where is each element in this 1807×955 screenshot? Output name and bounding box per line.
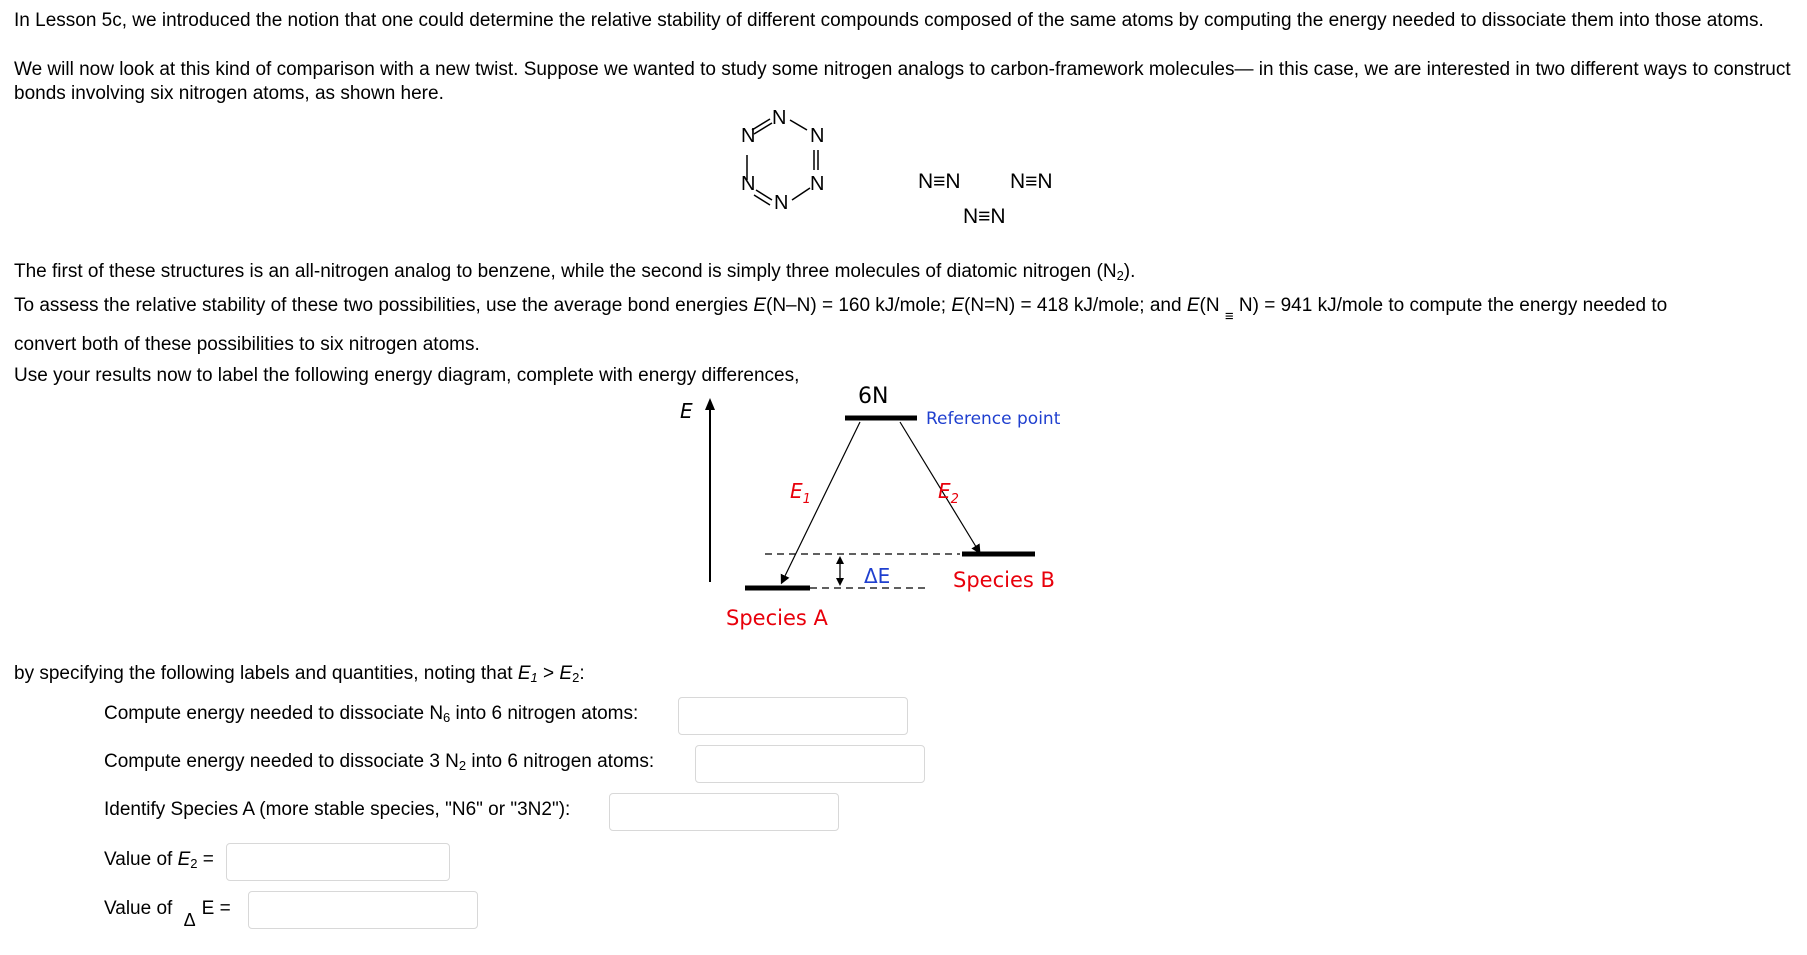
q2-label-b: into 6 nitrogen atoms:	[466, 751, 655, 772]
first-text-end: ).	[1123, 261, 1136, 282]
question-n6-label	[104, 702, 638, 730]
label-6n: 6N	[858, 384, 889, 409]
q4-label-a: Value of	[104, 849, 178, 870]
question-e2-label	[104, 848, 214, 876]
intro-paragraph-1: In Lesson 5c, we introduced the notion that one could determine the relative stability of different compounds composed of the same atoms by computing the energy needed to dissociate them into those atoms.	[14, 10, 1764, 31]
specify-gt: >	[537, 663, 560, 684]
e-ntn-value-a: (N	[1199, 295, 1225, 316]
q2-label-a: Compute energy needed to dissociate 3 N	[104, 751, 459, 772]
intro-paragraph-2: We will now look at this kind of comparison with a new twist. Suppose we wanted to study some nitrogen analogs to carbon-framework molecules— in this case, we are interested in two different ways to construct bonds involving six nitrogen atoms, as shown here.	[14, 59, 1791, 104]
e-symbol: E	[753, 295, 766, 316]
e1-label	[790, 479, 811, 507]
e-symbol: E	[1186, 295, 1200, 316]
specify-e2-sub: 2	[572, 670, 580, 685]
q5-label-a: Value of	[104, 898, 178, 919]
answer-e2-value[interactable]	[226, 843, 450, 881]
specify-e1-sub: 1	[530, 670, 538, 685]
e-ndn-value: (N=N) = 418 kJ/mole; and	[964, 295, 1187, 316]
n2-molecule-2: N≡N	[1010, 170, 1053, 193]
energy-axis-arrowhead	[705, 398, 715, 410]
question-3n2-label	[104, 750, 654, 778]
e1-subscript: 1	[802, 492, 811, 507]
e2-label	[938, 479, 959, 507]
species-b-label: Species B	[953, 568, 1055, 592]
e2-subscript: 2	[950, 492, 959, 507]
question-species-a-label: Identify Species A (more stable species, "N6" or "3N2"):	[104, 799, 571, 820]
first-text-main: The first of these structures is an all-nitrogen analog to benzene, while the second is simply three molecules of diatomic nitrogen (N	[14, 261, 1117, 282]
e-symbol: E	[951, 295, 965, 316]
hex-atom-n4: N	[774, 192, 789, 214]
energy-axis-label: E	[680, 399, 693, 423]
use-results-text: Use your results now to label the following energy diagram, complete with energy differences,	[14, 365, 800, 386]
e1-symbol: E	[790, 479, 803, 503]
triple-bond-symbol: ≡	[1224, 308, 1234, 325]
answer-3n2-dissociation[interactable]	[695, 745, 925, 783]
hex-atom-n2: N	[810, 125, 825, 147]
e2-symbol: E	[938, 479, 951, 503]
hexazine-structure	[730, 107, 850, 220]
hex-atom-n5: N	[741, 173, 756, 195]
e-nn-value: (N–N) = 160 kJ/mole;	[766, 295, 952, 316]
reference-point-label: Reference point	[926, 409, 1061, 429]
first-text-sub: 2	[1116, 268, 1124, 283]
n2-molecule-3: N≡N	[963, 205, 1006, 228]
specify-e2: E	[559, 663, 573, 684]
energy-diagram	[680, 380, 1100, 630]
q4-sub: 2	[190, 856, 198, 871]
hex-atom-n6: N	[741, 125, 756, 147]
specify-text	[14, 662, 585, 690]
hex-atom-n3: N	[810, 173, 825, 195]
e-ntn-value-b: N) = 941 kJ/mole to compute the energy needed to	[1233, 295, 1668, 316]
q1-label-a: Compute energy needed to dissociate N	[104, 703, 444, 724]
answer-delta-e-value[interactable]	[248, 891, 478, 929]
assess-text: To assess the relative stability of these two possibilities, use the average bond energies	[14, 295, 754, 316]
specify-e1: E	[517, 663, 531, 684]
specify-main: by specifying the following labels and quantities, noting that	[14, 663, 518, 684]
q5-label-b: E =	[201, 898, 231, 919]
q1-label-b: into 6 nitrogen atoms:	[450, 703, 639, 724]
n2-molecule-1: N≡N	[918, 170, 961, 193]
q4-label-b: =	[197, 849, 214, 870]
q5-delta-symbol: Δ	[183, 910, 196, 930]
answer-species-a[interactable]	[609, 793, 839, 831]
first-structure-text	[14, 260, 1135, 288]
question-delta-e-label	[104, 896, 231, 930]
convert-text: convert both of these possibilities to six nitrogen atoms.	[14, 334, 480, 355]
q4-e-symbol: E	[177, 849, 191, 870]
answer-n6-dissociation[interactable]	[678, 697, 908, 735]
delta-e-label: ΔE	[864, 564, 891, 588]
species-a-label: Species A	[726, 606, 828, 630]
specify-end: :	[579, 663, 585, 684]
bond-energies-text	[14, 294, 1667, 329]
q1-sub: 6	[443, 710, 451, 725]
q2-sub: 2	[458, 758, 467, 773]
hex-atom-n1: N	[772, 107, 787, 129]
